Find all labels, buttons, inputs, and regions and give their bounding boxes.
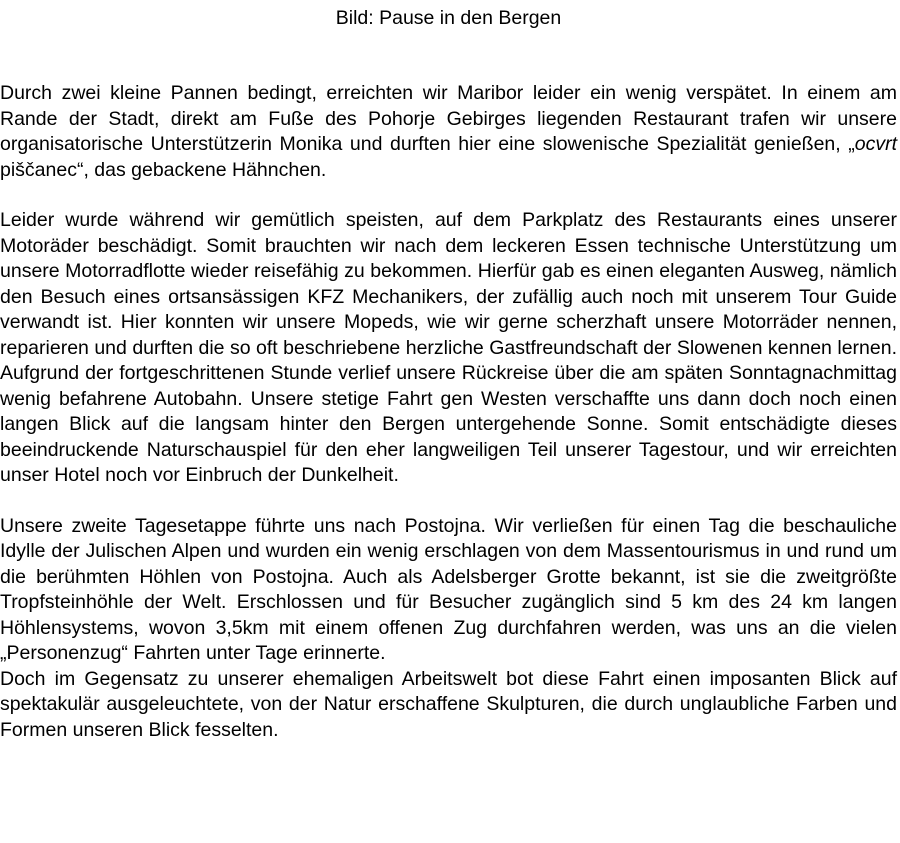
paragraph-postojna: Unsere zweite Tagesetappe führte uns nach Postojna. Wir verließen für einen Tag die beschauliche Idylle der Julischen Alpen und wurden ein wenig erschlagen von dem Massentourismus in und rund um die berühmten Höhlen von Postojna. Auch als Adelsberger Grotte bekannt, ist sie die zweitgrößte Tropfsteinhöhle der Welt. Erschlossen und für Besucher zugänglich sind 5 km des 24 km langen Höhlensystems, wovon 3,5km mit einem offenen Zug durchfahren werden, was uns an die vielen „Personenzug“ Fahrten unter Tage erinnerte. bbox=[0, 514, 897, 664]
image-caption: Bild: Pause in den Bergen bbox=[335, 7, 562, 29]
paragraph-spacer bbox=[0, 489, 897, 514]
paragraph-maribor-text-start: Durch zwei kleine Pannen bedingt, erreichten wir Maribor leider ein wenig verspätet. In einem am Rande der Stadt, direkt am Fuße des Pohorje Gebirges liegenden Restaurant trafen wir unsere organisatorische Unterstützerin Monika und durften hier eine slowenische Spezialität genießen, „ bbox=[0, 82, 897, 155]
paragraph-maribor bbox=[0, 81, 897, 183]
paragraph-maribor-italic-word: ocvrt bbox=[854, 133, 897, 155]
paragraph-maribor-text-end: piščanec“, das gebackene Hähnchen. bbox=[0, 158, 327, 181]
paragraph-repair: Leider wurde während wir gemütlich speisten, auf dem Parkplatz des Restaurants eines unserer Motoräder beschädigt. Somit brauchten wir nach dem leckeren Essen technische Unterstützung um unsere Motorradflotte wieder reisefähig zu bekommen. Hierfür gab es einen eleganten Ausweg, nämlich den Besuch eines ortsansässigen KFZ Mechanikers, der zufällig auch noch mit unserem Tour Guide verwandt ist. Hier konnten wir unsere Mopeds, wie wir gerne scherzhaft unsere Motorräder nennen, reparieren und durften die so oft beschriebene herzliche Gastfreundschaft der Slowenen kennen lernen. Aufgrund der fortgeschrittenen Stunde verlief unsere Rückreise über die am späten Sonntagnachmittag wenig befahrene Autobahn. Unsere stetige Fahrt gen Westen verschaffte uns dann doch noch einen langen Blick auf die langsam hinter den Bergen untergehende Sonne. Somit entschädigte dieses beeindruckende Naturschauspiel für den eher langweiligen Teil unserer Tagestour, und wir erreichten unser Hotel noch vor Einbruch der Dunkelheit. bbox=[0, 209, 897, 486]
paragraph-cave-ride: Doch im Gegensatz zu unserer ehemaligen Arbeitswelt bot diese Fahrt einen imposanten Blick auf spektakulär ausgeleuchtete, von der Natur erschaffene Skulpturen, die durch unglaubliche Farben und Formen unseren Blick fesselten. bbox=[0, 667, 897, 741]
paragraph-spacer bbox=[0, 183, 897, 208]
